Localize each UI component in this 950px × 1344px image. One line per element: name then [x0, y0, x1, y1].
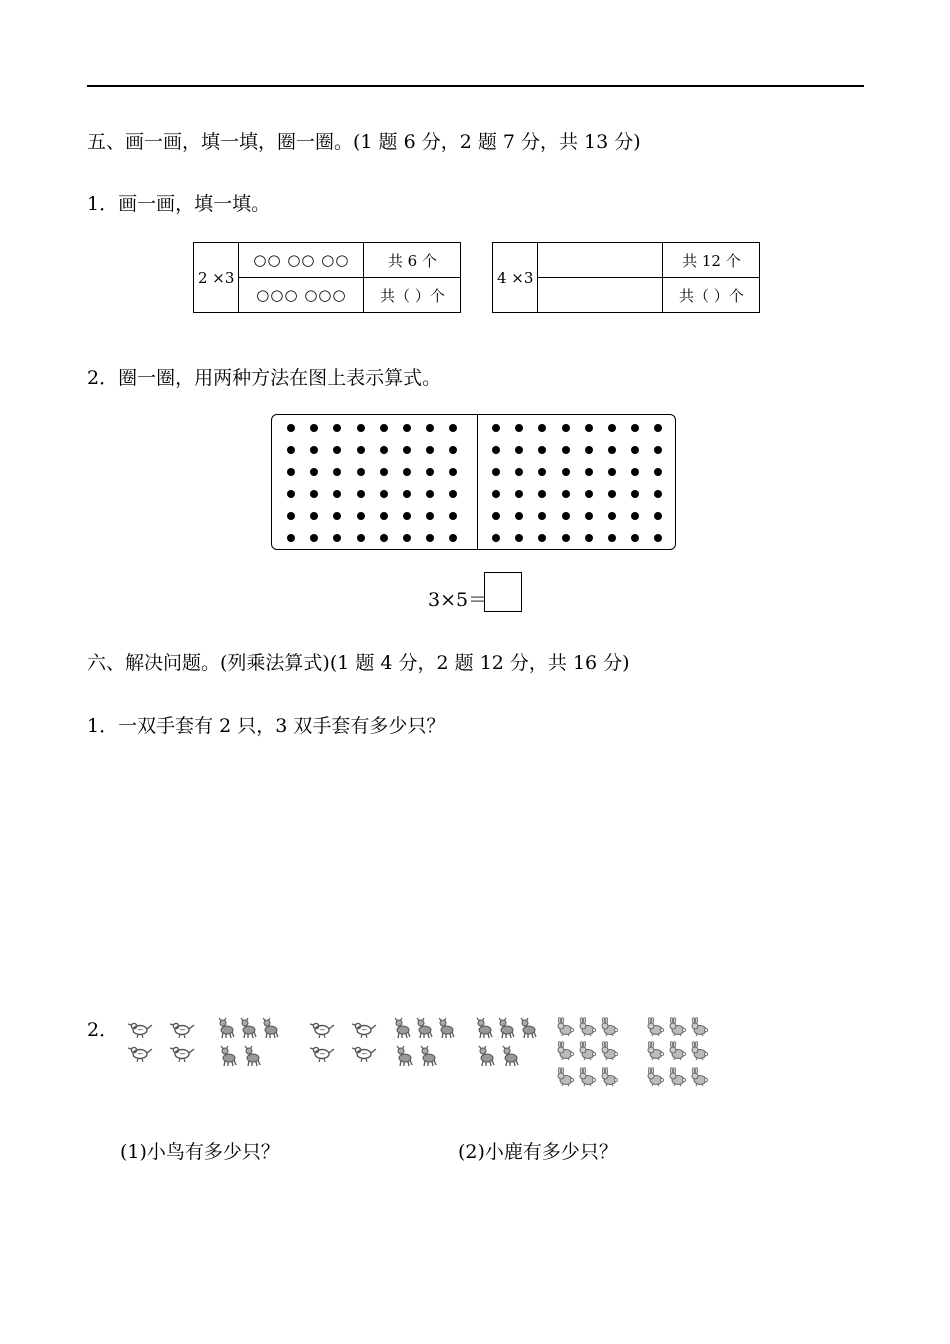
- dot: [287, 424, 295, 432]
- dot: [426, 446, 434, 454]
- dot: [287, 512, 295, 520]
- dot: [287, 534, 295, 542]
- dot: [515, 512, 523, 520]
- dot: [654, 446, 662, 454]
- deer-group-2: [395, 1018, 454, 1066]
- dot: [333, 424, 341, 432]
- deer-icon: [263, 1018, 278, 1038]
- dot: [654, 424, 662, 432]
- rabbit-group-1: [558, 1018, 618, 1087]
- rabbit-group-2: [648, 1018, 708, 1087]
- rabbit-icon: [648, 1068, 664, 1087]
- dot: [585, 490, 593, 498]
- dot: [538, 446, 546, 454]
- total-row1: 共 6 个: [364, 243, 461, 278]
- answer-box[interactable]: [484, 572, 522, 612]
- deer-icon: [397, 1046, 412, 1066]
- dot: [631, 512, 639, 520]
- s6-q2-label: 2．: [87, 1019, 119, 1041]
- rabbit-icon: [558, 1042, 574, 1061]
- dot: [585, 424, 593, 432]
- total-row2-blank[interactable]: 共（ ）个: [364, 278, 461, 313]
- dot: [492, 424, 500, 432]
- dot: [310, 534, 318, 542]
- dot: [310, 512, 318, 520]
- dot: [585, 512, 593, 520]
- dot: [631, 490, 639, 498]
- circle-groups-row2: ○○○ ○○○: [239, 278, 364, 313]
- dot: [310, 490, 318, 498]
- dot: [333, 534, 341, 542]
- total-row1: 共 12 个: [663, 243, 760, 278]
- dot: [608, 490, 616, 498]
- dot: [654, 534, 662, 542]
- deer-icon: [421, 1046, 436, 1066]
- dot: [380, 424, 388, 432]
- bird-icon: [352, 1047, 376, 1062]
- dot: [357, 446, 365, 454]
- dot: [562, 534, 570, 542]
- deer-icon: [395, 1018, 410, 1038]
- deer-icon: [479, 1046, 494, 1066]
- bird-icon: [128, 1023, 152, 1038]
- bird-icon: [170, 1047, 194, 1062]
- section6-title: 六、解决问题。(列乘法算式)(1 题 4 分，2 题 12 分，共 16 分): [87, 652, 630, 674]
- dot: [608, 534, 616, 542]
- deer-icon: [521, 1018, 536, 1038]
- dot: [538, 512, 546, 520]
- multiplication-table-4x3: [492, 242, 760, 313]
- rabbit-icon: [692, 1018, 708, 1037]
- rabbit-icon: [692, 1042, 708, 1061]
- dot: [357, 490, 365, 498]
- rabbit-icon: [648, 1042, 664, 1061]
- bird-group-1: [128, 1023, 194, 1062]
- rabbit-icon: [558, 1018, 574, 1037]
- deer-icon: [219, 1018, 234, 1038]
- dot: [608, 512, 616, 520]
- dot: [449, 468, 457, 476]
- dot: [357, 468, 365, 476]
- dot: [631, 446, 639, 454]
- deer-group-3: [477, 1018, 536, 1066]
- dot: [608, 424, 616, 432]
- dot: [538, 534, 546, 542]
- dot-array-divider: [477, 415, 478, 549]
- dot: [562, 468, 570, 476]
- multiplication-table-2x3: [193, 242, 461, 313]
- dot: [538, 424, 546, 432]
- dot: [287, 490, 295, 498]
- s6-q2-sub1: (1)小鸟有多少只？: [120, 1141, 280, 1163]
- dot: [449, 534, 457, 542]
- dot: [562, 490, 570, 498]
- dot: [333, 490, 341, 498]
- rabbit-icon: [602, 1042, 618, 1061]
- dot: [585, 468, 593, 476]
- dot: [403, 534, 411, 542]
- bird-group-2: [310, 1023, 376, 1062]
- dot: [426, 490, 434, 498]
- dot: [380, 446, 388, 454]
- rabbit-icon: [602, 1018, 618, 1037]
- rabbit-icon: [580, 1068, 596, 1087]
- rabbit-icon: [692, 1068, 708, 1087]
- dot: [631, 424, 639, 432]
- dot: [492, 534, 500, 542]
- rabbit-icon: [602, 1068, 618, 1087]
- dot: [562, 512, 570, 520]
- dot: [449, 512, 457, 520]
- dot: [515, 424, 523, 432]
- deer-icon: [417, 1018, 432, 1038]
- dot: [654, 512, 662, 520]
- dot: [357, 512, 365, 520]
- bird-icon: [310, 1023, 334, 1038]
- drawing-area-row1[interactable]: [538, 243, 663, 278]
- s5-q2-label: 2．圈一圈，用两种方法在图上表示算式。: [87, 367, 442, 389]
- dot: [492, 468, 500, 476]
- deer-icon: [503, 1046, 518, 1066]
- rabbit-icon: [648, 1018, 664, 1037]
- dot: [449, 446, 457, 454]
- dot: [492, 490, 500, 498]
- bird-icon: [170, 1023, 194, 1038]
- deer-icon: [477, 1018, 492, 1038]
- dot: [585, 446, 593, 454]
- dot: [403, 490, 411, 498]
- drawing-area-row2[interactable]: [538, 278, 663, 313]
- dot: [449, 490, 457, 498]
- animal-picture: [120, 1016, 730, 1096]
- dot: [608, 446, 616, 454]
- section5-title: 五、画一画，填一填，圈一圈。(1 题 6 分，2 题 7 分，共 13 分): [87, 131, 641, 153]
- dot: [515, 490, 523, 498]
- dot: [515, 468, 523, 476]
- dot: [654, 468, 662, 476]
- deer-icon: [241, 1018, 256, 1038]
- s5-q1-label: 1．画一画，填一填。: [87, 193, 271, 215]
- dot: [357, 424, 365, 432]
- dot: [380, 534, 388, 542]
- rabbit-icon: [580, 1042, 596, 1061]
- table-head: 4 ×3: [493, 243, 538, 313]
- dot: [492, 512, 500, 520]
- s6-q2-sub2: (2)小鹿有多少只？: [458, 1141, 618, 1163]
- dot: [333, 512, 341, 520]
- dot: [426, 534, 434, 542]
- bird-icon: [128, 1047, 152, 1062]
- dot: [357, 534, 365, 542]
- dot: [380, 490, 388, 498]
- dot: [380, 512, 388, 520]
- deer-icon: [245, 1046, 260, 1066]
- dot: [538, 490, 546, 498]
- rabbit-icon: [670, 1018, 686, 1037]
- dot: [492, 446, 500, 454]
- dot: [426, 468, 434, 476]
- dot: [562, 446, 570, 454]
- dot: [310, 446, 318, 454]
- dot-array-figure[interactable]: [271, 414, 676, 550]
- dot: [333, 446, 341, 454]
- dot: [287, 468, 295, 476]
- deer-icon: [221, 1046, 236, 1066]
- rabbit-icon: [558, 1068, 574, 1087]
- dot: [403, 468, 411, 476]
- dot: [310, 424, 318, 432]
- rabbit-icon: [580, 1018, 596, 1037]
- circle-groups-row1: ○○ ○○ ○○: [239, 243, 364, 278]
- rabbit-icon: [670, 1068, 686, 1087]
- bird-icon: [310, 1047, 334, 1062]
- dot: [426, 424, 434, 432]
- rabbit-icon: [670, 1042, 686, 1061]
- dot: [562, 424, 570, 432]
- dot: [403, 446, 411, 454]
- bird-icon: [352, 1023, 376, 1038]
- dot: [515, 446, 523, 454]
- dot: [449, 424, 457, 432]
- dot: [538, 468, 546, 476]
- dot: [403, 424, 411, 432]
- dot: [631, 468, 639, 476]
- dot: [426, 512, 434, 520]
- dot: [654, 490, 662, 498]
- dot: [310, 468, 318, 476]
- table-head: 2 ×3: [194, 243, 239, 313]
- dot: [380, 468, 388, 476]
- s6-q1-label: 1．一双手套有 2 只，3 双手套有多少只？: [87, 715, 446, 737]
- dot: [585, 534, 593, 542]
- dot: [287, 446, 295, 454]
- header-rule: [87, 85, 864, 87]
- deer-group-1: [219, 1018, 278, 1066]
- equation-text: 3×5＝: [428, 589, 488, 611]
- dot: [515, 534, 523, 542]
- deer-icon: [499, 1018, 514, 1038]
- dot: [631, 534, 639, 542]
- total-row2-blank[interactable]: 共（ ）个: [663, 278, 760, 313]
- deer-icon: [439, 1018, 454, 1038]
- dot: [403, 512, 411, 520]
- dot: [333, 468, 341, 476]
- dot: [608, 468, 616, 476]
